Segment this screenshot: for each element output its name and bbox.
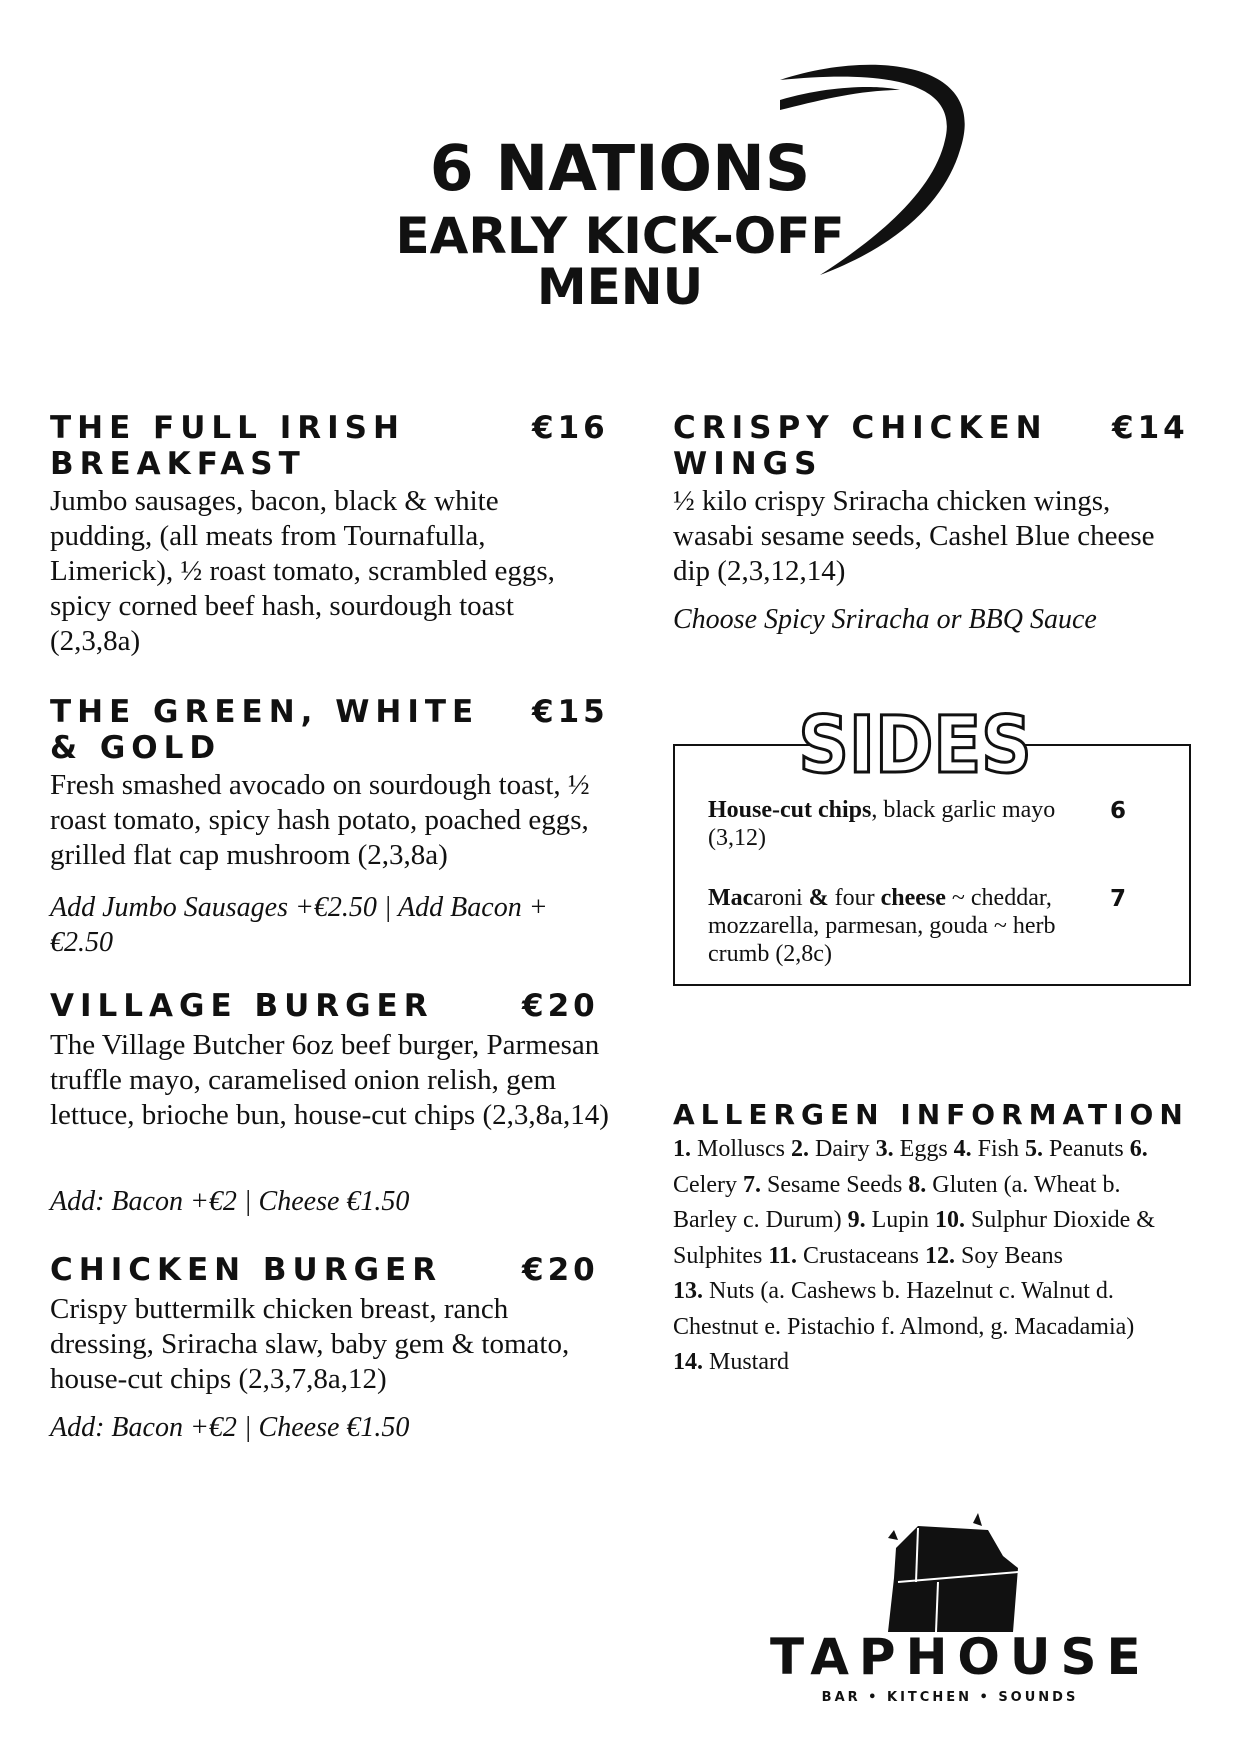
item-price-village-burger: €20 — [522, 988, 599, 1024]
item-desc-full-irish: Jumbo sausages, bacon, black & white pudding, (all meats from Tournafulla, Limerick), ½ roast tomato, scrambled eggs, spicy corned beef hash, sourdough toast (2,3,8a) — [50, 485, 555, 657]
sides-title — [798, 700, 1032, 791]
title-line-3: MENU — [536, 258, 704, 316]
item-price-green-white-gold: €15 — [532, 694, 609, 730]
item-desc-chicken-wings: ½ kilo crispy Sriracha chicken wings, wasabi sesame seeds, Cashel Blue cheese dip (2,3,12,14) — [673, 485, 1155, 587]
item-price-chicken-wings: €14 — [1112, 410, 1189, 446]
item-name-chicken-burger: CHICKEN BURGER — [50, 1252, 443, 1288]
allergen-list: 1. Molluscs 2. Dairy 3. Eggs 4. Fish 5. Peanuts 6. Celery 7. Sesame Seeds 8. Gluten (a. Wheat b. Barley c. Durum) 9. Lupin 10. Sulphur Dioxide & Sulphites 11. Crustaceans 12. Soy Beans 13. Nuts (a. Cashews b. Hazelnut c. Walnut d. Chestnut e. Pistachio f. Almond, g. Macadamia) 14. Mustard — [673, 1136, 1155, 1375]
item-name-full-irish: THE FULL IRISH BREAKFAST — [50, 410, 405, 482]
item-name-chicken-wings: CRISPY CHICKEN WINGS — [673, 410, 1048, 482]
item-price-full-irish: €16 — [532, 410, 609, 446]
taphouse-logo-name: TAPHOUSE — [770, 1628, 1151, 1686]
item-desc-village-burger: The Village Butcher 6oz beef burger, Parmesan truffle mayo, caramelised onion relish, gem lettuce, brioche bun, house-cut chips (2,3,8a,14) — [50, 1029, 609, 1131]
item-name-village-burger: VILLAGE BURGER — [50, 988, 434, 1024]
item-addon-chicken-wings: Choose Spicy Sriracha or BBQ Sauce — [673, 604, 1097, 635]
taphouse-logo-tagline: BAR • KITCHEN • SOUNDS — [821, 1690, 1079, 1705]
taphouse-building-icon — [878, 1508, 1028, 1632]
item-addon-village-burger: Add: Bacon +€2 | Cheese €1.50 — [50, 1186, 410, 1217]
side-item-chips: House-cut chips, black garlic mayo (3,12) — [708, 797, 1056, 851]
item-name-green-white-gold: THE GREEN, WHITE & GOLD — [50, 694, 480, 766]
title-line-1: 6 NATIONS — [429, 132, 811, 205]
side-item-mac-cheese: Macaroni & four cheese ~ cheddar, mozzarella, parmesan, gouda ~ herb crumb (2,8c) — [708, 885, 1056, 967]
item-desc-chicken-burger: Crispy buttermilk chicken breast, ranch dressing, Sriracha slaw, baby gem & tomato, house-cut chips (2,3,7,8a,12) — [50, 1293, 570, 1395]
side-price-mac-cheese: 7 — [1110, 886, 1127, 912]
item-price-chicken-burger: €20 — [522, 1252, 599, 1288]
item-addon-chicken-burger: Add: Bacon +€2 | Cheese €1.50 — [50, 1412, 410, 1443]
title-line-2: EARLY KICK-OFF — [395, 207, 845, 265]
item-addon-green-white-gold: Add Jumbo Sausages +€2.50 | Add Bacon + €2.50 — [50, 892, 548, 958]
allergen-heading: ALLERGEN INFORMATION — [673, 1098, 1189, 1131]
item-desc-green-white-gold: Fresh smashed avocado on sourdough toast, ½ roast tomato, spicy hash potato, poached eggs, grilled flat cap mushroom (2,3,8a) — [50, 769, 590, 871]
sides-title-text: SIDES — [798, 701, 1032, 791]
side-price-chips: 6 — [1110, 798, 1127, 824]
